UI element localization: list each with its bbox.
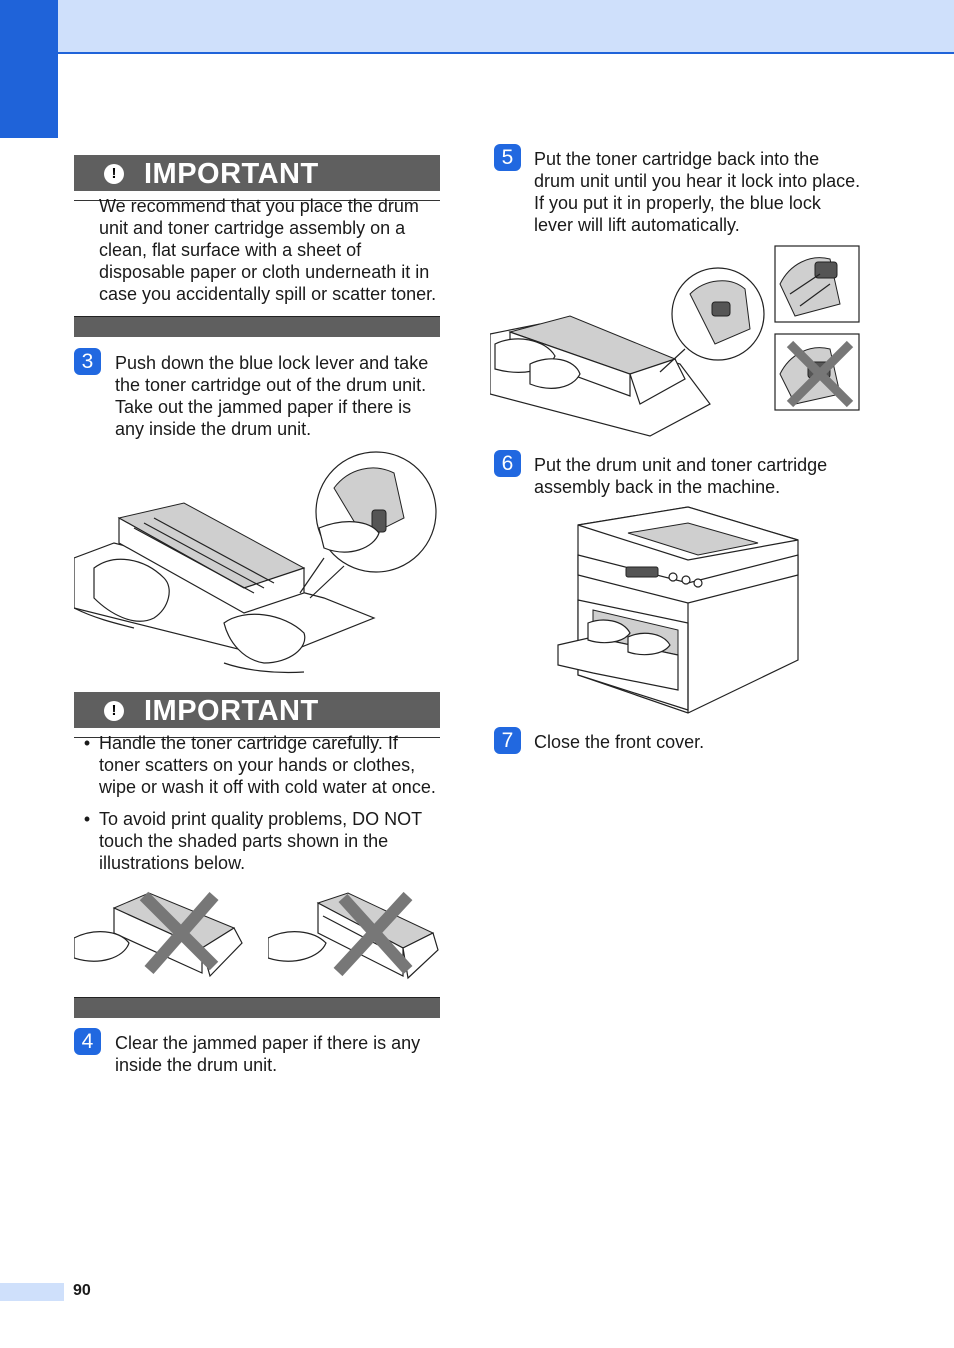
bullet: • — [83, 733, 91, 753]
text-line: If you put it in properly, the blue lock — [534, 193, 821, 213]
important-title-1: IMPORTANT — [144, 158, 319, 190]
exclamation-icon: ! — [104, 701, 124, 721]
step-6-text — [534, 454, 874, 498]
text-line: unit and toner cartridge assembly on a — [99, 218, 406, 238]
text-line: toner scatters on your hands or clothes, — [99, 755, 416, 775]
text-line: Take out the jammed paper if there is — [115, 397, 412, 417]
footer-tab — [0, 1283, 64, 1301]
important-bullet-1 — [99, 732, 449, 798]
important-title-2: IMPORTANT — [144, 695, 319, 727]
text-line: case you accidentally spill or scatter toner. — [99, 284, 437, 304]
illustration-toner-do-not-touch — [74, 888, 246, 984]
step-number-3: 3 — [74, 348, 101, 375]
illustration-insert-toner — [490, 244, 862, 440]
step-4-text — [115, 1032, 445, 1076]
text-line: Push down the blue lock lever and take — [115, 353, 429, 373]
step-number-7: 7 — [494, 727, 521, 754]
page-number: 90 — [73, 1282, 91, 1299]
text-line: wipe or wash it off with cold water at once. — [99, 777, 436, 797]
text-line: any inside the drum unit. — [115, 419, 312, 439]
text-line: Put the drum unit and toner cartridge — [534, 455, 828, 475]
exclamation-icon: ! — [104, 164, 124, 184]
illustration-remove-toner — [74, 448, 440, 676]
important-bullet-2 — [99, 808, 449, 874]
text-line: Close the front cover. — [534, 732, 705, 752]
text-line: Handle the toner cartridge carefully. If — [99, 733, 398, 753]
text-line: clean, flat surface with a sheet of — [99, 240, 362, 260]
step-3-text — [115, 352, 445, 440]
text-line: touch the shaded parts shown in the — [99, 831, 389, 851]
text-line: We recommend that you place the drum — [99, 196, 419, 216]
text-line: Put the toner cartridge back into the — [534, 149, 820, 169]
text-line: disposable paper or cloth underneath it in — [99, 262, 430, 282]
text-line: Clear the jammed paper if there is any — [115, 1033, 421, 1053]
step-7-text — [534, 731, 874, 753]
text-line: illustrations below. — [99, 853, 246, 873]
text-line: lever will lift automatically. — [534, 215, 740, 235]
text-line: inside the drum unit. — [115, 1055, 278, 1075]
important-footer-2 — [74, 997, 440, 1018]
header-band — [0, 0, 954, 54]
text-line: To avoid print quality problems, DO NOT — [99, 809, 423, 829]
illustration-drum-do-not-touch — [268, 888, 440, 984]
bullet: • — [83, 809, 91, 829]
important-text-1 — [99, 195, 449, 305]
step-number-4: 4 — [74, 1028, 101, 1055]
step-number-5: 5 — [494, 144, 521, 171]
important-footer-1 — [74, 316, 440, 337]
chapter-tab — [0, 0, 58, 138]
text-line: drum unit until you hear it lock into place. — [534, 171, 861, 191]
text-line: the toner cartridge out of the drum unit. — [115, 375, 427, 395]
illustration-machine — [548, 505, 804, 715]
step-number-6: 6 — [494, 450, 521, 477]
important-header-2 — [74, 692, 440, 728]
text-line: assembly back in the machine. — [534, 477, 781, 497]
step-5-text — [534, 148, 874, 236]
important-header-1 — [74, 155, 440, 191]
